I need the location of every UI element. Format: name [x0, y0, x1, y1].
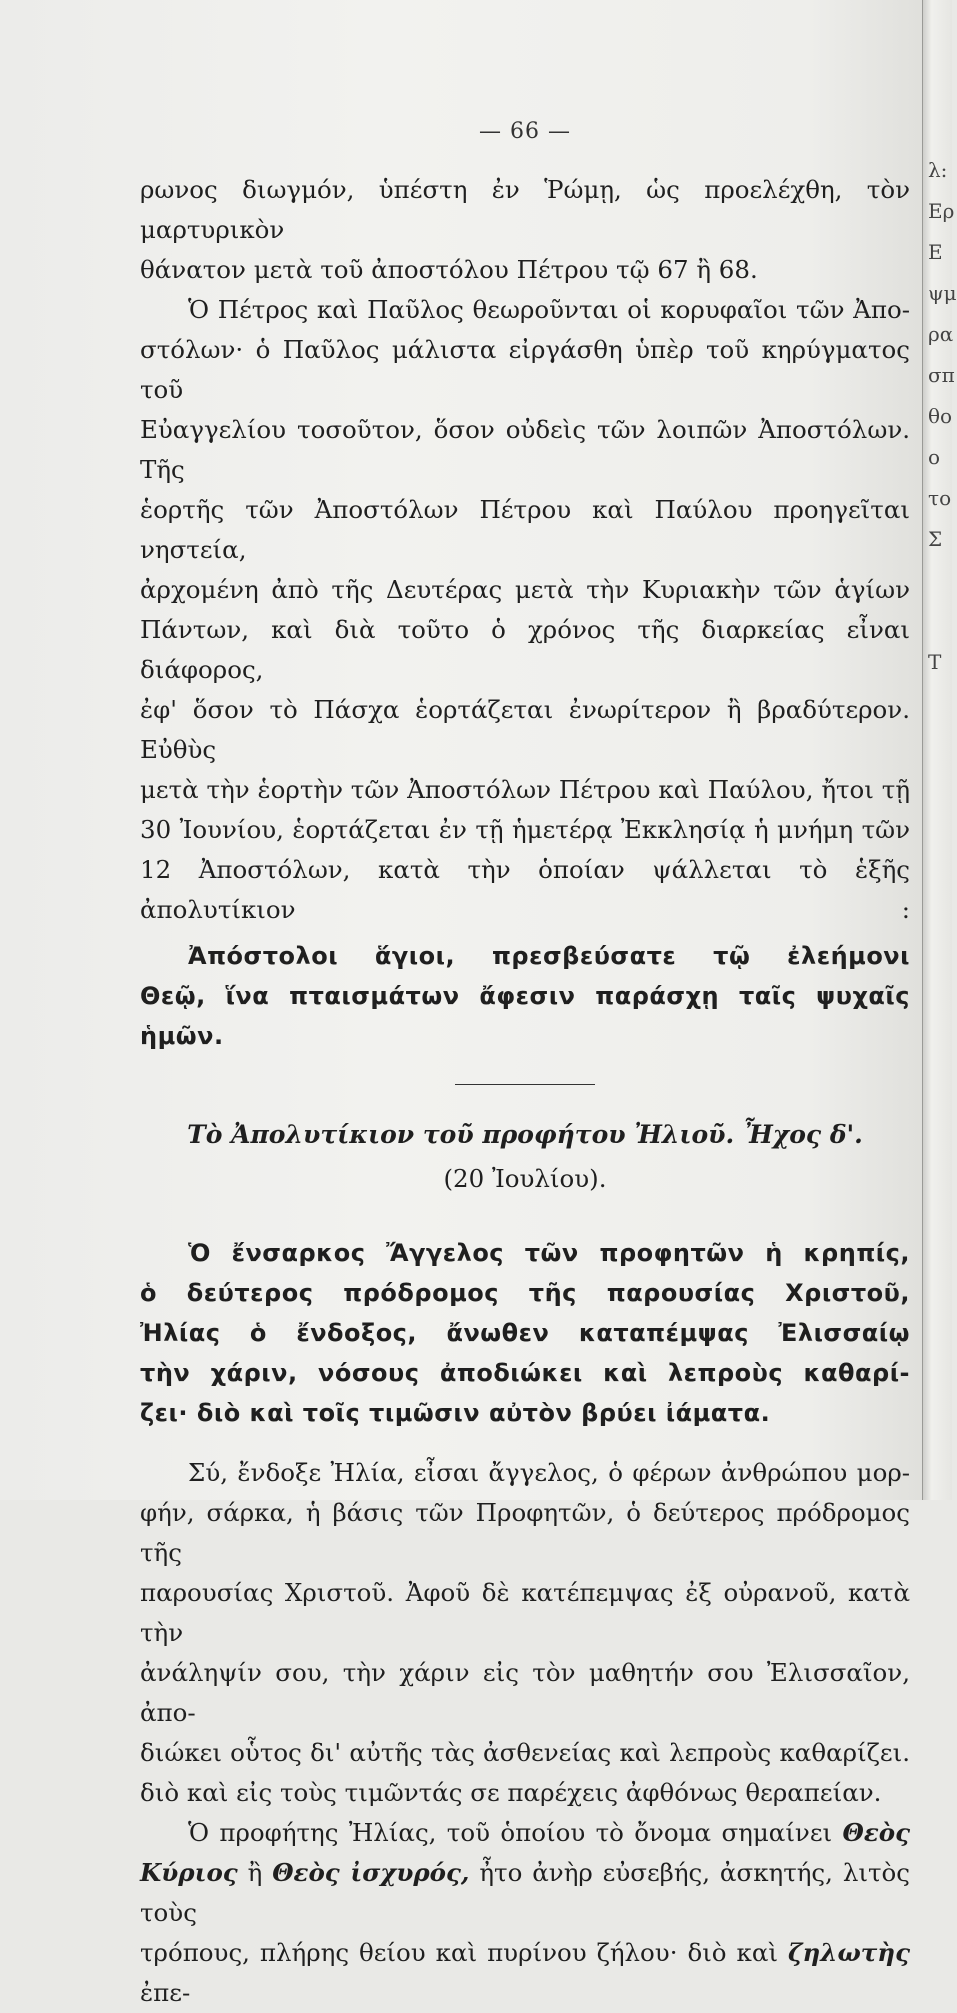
text-line: 12 Ἀποστόλων, κατὰ τὴν ὁποίαν ψάλλεται τὸ ἑξῆς ἀπολυτίκιον : [140, 855, 910, 924]
emphasis-text: Θεὸς [842, 1818, 910, 1847]
spine-char: λ: [928, 158, 948, 182]
spine-char: Σ [928, 527, 943, 551]
hymn-line: τὴν χάριν, νόσους ἀποδιώκει καὶ λεπροὺς καθαρί- [140, 1359, 910, 1387]
text-line [140, 1853, 910, 1933]
spine-char: ψμ [928, 281, 957, 305]
text-line [140, 1813, 910, 1853]
spine-char: ρα [928, 322, 954, 346]
hymn-line: ζει· διὸ καὶ τοῖς τιμῶσιν αὐτὸν βρύει ἰάματα. [140, 1399, 771, 1427]
spine-char: Ερ [928, 199, 955, 223]
text-run: Ὁ προφήτης Ἠλίας, τοῦ ὁποίου τὸ ὄνομα σημαίνει [188, 1818, 833, 1847]
text-line: Πάντων, καὶ διὰ τοῦτο ὁ χρόνος τῆς διαρκείας εἶναι διάφορος, [140, 615, 910, 684]
section-heading: Τὸ Ἀπολυτίκιον τοῦ προφήτου Ἠλιοῦ. Ἦχος δ'. [187, 1120, 863, 1149]
spine-char: το [928, 486, 952, 510]
hymn-line: Ἀπόστολοι ἅγιοι, πρεσβεύσατε τῷ ἐλεήμονι [188, 942, 910, 970]
hymn-line: Ὁ ἔνσαρκος Ἄγγελος τῶν προφητῶν ἡ κρηπίς, [188, 1239, 910, 1267]
feast-date: (20 Ἰουλίου). [443, 1164, 607, 1193]
text-line: θάνατον μετὰ τοῦ ἀποστόλου Πέτρου τῷ 67 ἢ 68. [140, 255, 758, 284]
text-line: διώκει οὗτος δι' αὐτῆς τὰς ἀσθενείας καὶ λεπροὺς καθαρίζει. [140, 1738, 910, 1767]
text-line: Ὁ Πέτρος καὶ Παῦλος θεωροῦνται οἱ κορυφαῖοι τῶν Ἀπο- [188, 295, 910, 324]
text-line: Εὐαγγελίου τοσοῦτον, ὅσον οὐδεὶς τῶν λοιπῶν Ἀποστόλων. Τῆς [140, 415, 910, 484]
hymn-line: Ἠλίας ὁ ἔνδοξος, ἄνωθεν καταπέμψας Ἐλισσαίῳ [140, 1319, 910, 1347]
section-divider [455, 1084, 595, 1085]
paragraph-continuation [140, 170, 910, 290]
text-line: φήν, σάρκα, ἡ βάσις τῶν Προφητῶν, ὁ δεύτερος πρόδρομος τῆς [140, 1498, 910, 1567]
text-run: ἢ [247, 1858, 263, 1887]
text-run: ἦτο ἀνὴρ εὐσεβής, ἀσκητής, λιτὸς τοὺς [140, 1858, 910, 1927]
paragraph-paraphrase [140, 1453, 910, 1813]
spine-char: Ε [928, 240, 943, 264]
text-line: ἀνάληψίν σου, τὴν χάριν εἰς τὸν μαθητήν σου Ἐλισσαῖον, ἀπο- [140, 1658, 910, 1727]
emphasis-text: Θεὸς ἰσχυρός, [272, 1858, 470, 1887]
facing-page-text [928, 150, 957, 683]
page-number: — 66 — [479, 119, 571, 144]
paragraph-apostles [140, 290, 910, 930]
emphasis-text: Κύριος [140, 1858, 238, 1887]
spine-char: σπ [928, 363, 955, 387]
text-line: διὸ καὶ εἰς τοὺς τιμῶντάς σε παρέχεις ἀφθόνως θεραπείαν. [140, 1778, 882, 1807]
text-line: στόλων· ὁ Παῦλος μάλιστα εἰργάσθη ὑπὲρ τοῦ κηρύγματος τοῦ [140, 335, 910, 404]
spine-char: Τ [928, 650, 942, 674]
paragraph-elijah [140, 1813, 910, 2013]
text-line: παρουσίας Χριστοῦ. Ἀφοῦ δὲ κατέπεμψας ἐξ οὐρανοῦ, κατὰ τὴν [140, 1578, 910, 1647]
emphasis-text: ζηλωτὴς [787, 1938, 910, 1967]
text-run: ἐπε- [140, 1978, 191, 2007]
spine-char: θο [928, 404, 953, 428]
text-line: ἑορτῆς τῶν Ἀποστόλων Πέτρου καὶ Παύλου προηγεῖται νηστεία, [140, 495, 910, 564]
text-line: μετὰ τὴν ἑορτὴν τῶν Ἀποστόλων Πέτρου καὶ Παύλου, ἤτοι τῇ [140, 775, 910, 804]
hymn-line: ἡμῶν. [140, 1022, 224, 1050]
text-run: τρόπους, πλήρης θείου καὶ πυρίνου ζήλου· διὸ καὶ [140, 1938, 778, 1967]
text-column [140, 112, 910, 2013]
spine-char: ο [928, 445, 941, 469]
text-line: 30 Ἰουνίου, ἑορτάζεται ἐν τῇ ἡμετέρᾳ Ἐκκλησίᾳ ἡ μνήμη τῶν [140, 815, 910, 844]
text-line: ἐφ' ὅσον τὸ Πάσχα ἑορτάζεται ἐνωρίτερον ἢ βραδύτερον. Εὐθὺς [140, 695, 910, 764]
spine-char [928, 560, 950, 601]
apolytikion-apostles [140, 936, 910, 1056]
text-line [140, 1933, 910, 2013]
text-line: ρωνος διωγμόν, ὑπέστη ἐν Ῥώμῃ, ὡς προελέχθη, τὸν μαρτυρικὸν [140, 175, 910, 244]
hymn-line: ὁ δεύτερος πρόδρομος τῆς παρουσίας Χριστοῦ, [140, 1279, 910, 1307]
apolytikion-elijah [140, 1233, 910, 1433]
text-line: ἀρχομένη ἀπὸ τῆς Δευτέρας μετὰ τὴν Κυριακὴν τῶν ἁγίων [140, 575, 910, 604]
hymn-line: Θεῷ, ἵνα πταισμάτων ἄφεσιν παράσχῃ ταῖς ψυχαῖς [140, 982, 910, 1010]
text-line: Σύ, ἔνδοξε Ἠλία, εἶσαι ἄγγελος, ὁ φέρων ἀνθρώπου μορ- [188, 1458, 910, 1487]
spine-char [928, 601, 950, 642]
